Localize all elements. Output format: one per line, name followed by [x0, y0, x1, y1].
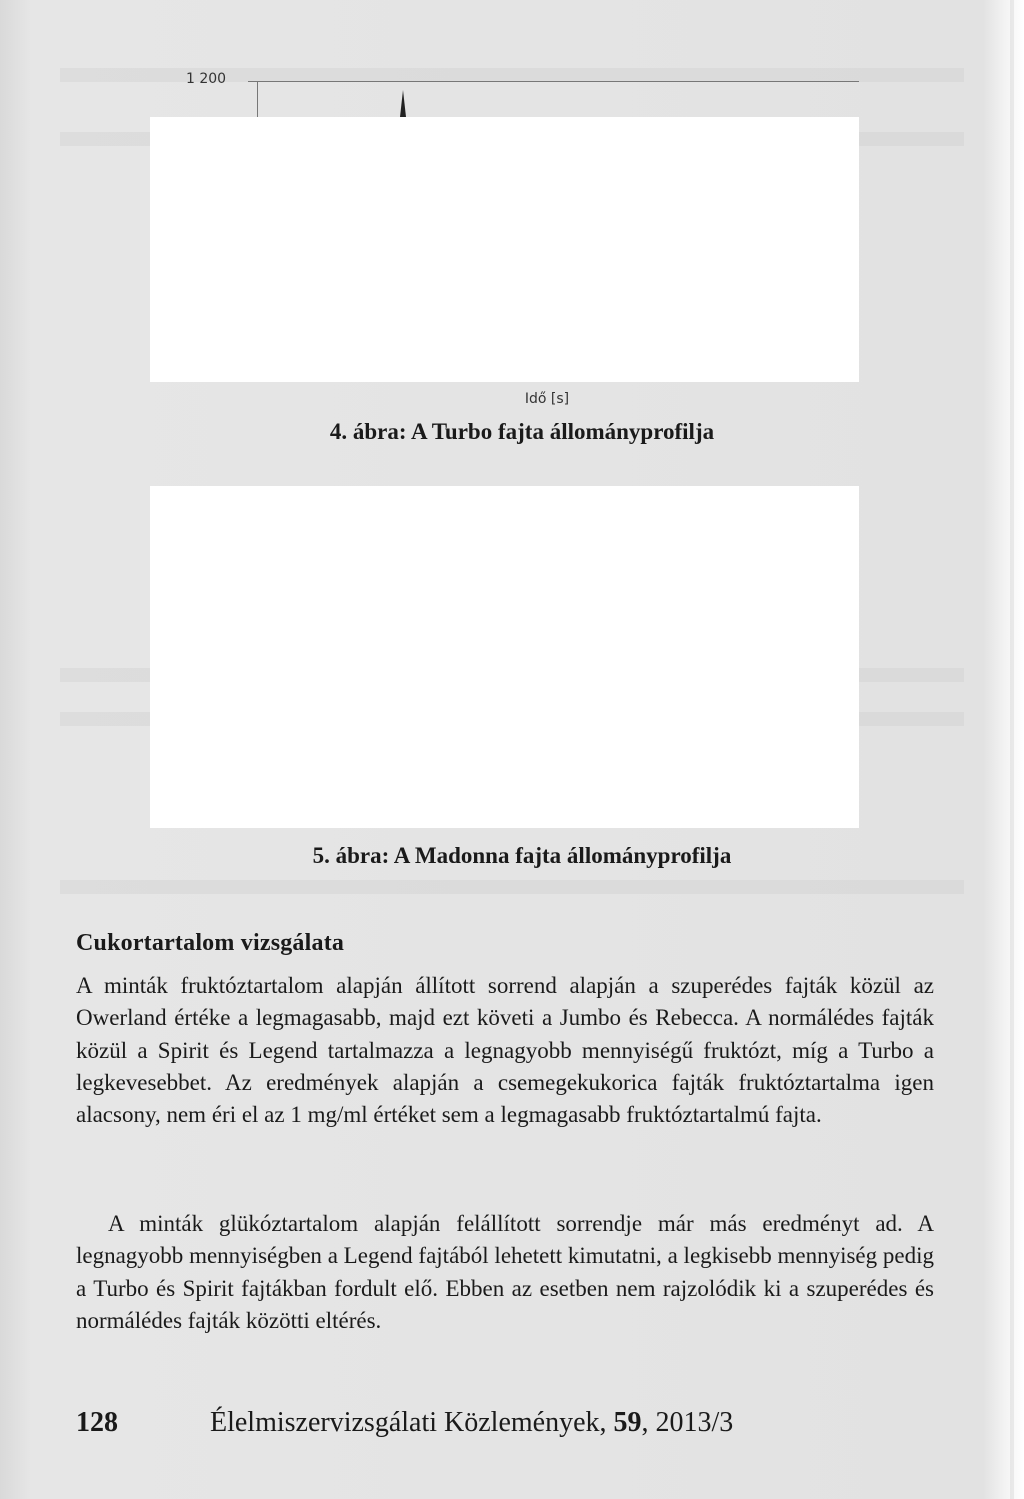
- bleed-through-texture: [60, 880, 964, 894]
- journal-volume: 59: [613, 1407, 642, 1438]
- journal-issue: , 2013/3: [641, 1407, 734, 1438]
- figure5-image-area: [150, 486, 859, 828]
- figure4-caption: 4. ábra: A Turbo fajta állományprofilja: [329, 419, 715, 444]
- page-edge-shadow: [1010, 0, 1014, 1499]
- figure4-x-axis-label: Idő [s]: [524, 391, 570, 407]
- paragraph-glucose-wrapper: [76, 1208, 934, 1337]
- figure4-y-tick-label: 1 200: [186, 71, 227, 87]
- figure4-y-axis-line: [257, 81, 258, 117]
- figure4-peak-mark: [400, 90, 406, 117]
- journal-name: Élelmiszervizsgálati Közlemények,: [210, 1407, 614, 1438]
- journal-citation: [210, 1407, 733, 1439]
- paragraph-glucose: A minták glükóztartalom alapján felállított sorrendje már más eredményt ad. A legnagyobb mennyiségben a Legend fajtából lehetett kimutatni, a legkisebb mennyiség pedig a Turbo és Spirit fajtákban fordult elő. Ebben az esetben nem rajzolódik ki a szuperédes és normálédes fajták közötti eltérés.: [76, 1211, 934, 1333]
- paragraph-fructose: A minták fruktóztartalom alapján állított sorrend alapján a szuperédes fajták közül az Owerland értéke a legmagasabb, majd ezt követi a Jumbo és Rebecca. A normálédes fajták közül a Spirit és Legend tartalmazza a legnagyobb mennyiségű fruktózt, míg a Turbo a legkevesebbet. Az eredmények alapján a csemegekukorica fajták fruktóztartalma igen alacsony, nem éri el az 1 mg/ml értéket sem a legmagasabb fruktóztartalmú fajta.: [76, 973, 934, 1128]
- figure4-image-area: [150, 117, 859, 382]
- figure4-top-axis-line: [248, 81, 859, 82]
- figure5-caption: 5. ábra: A Madonna fajta állományprofilja: [312, 843, 732, 868]
- section-heading: Cukortartalom vizsgálata: [76, 930, 345, 956]
- figure4-axis-fragment: [150, 60, 859, 117]
- page-number: 128: [76, 1407, 118, 1438]
